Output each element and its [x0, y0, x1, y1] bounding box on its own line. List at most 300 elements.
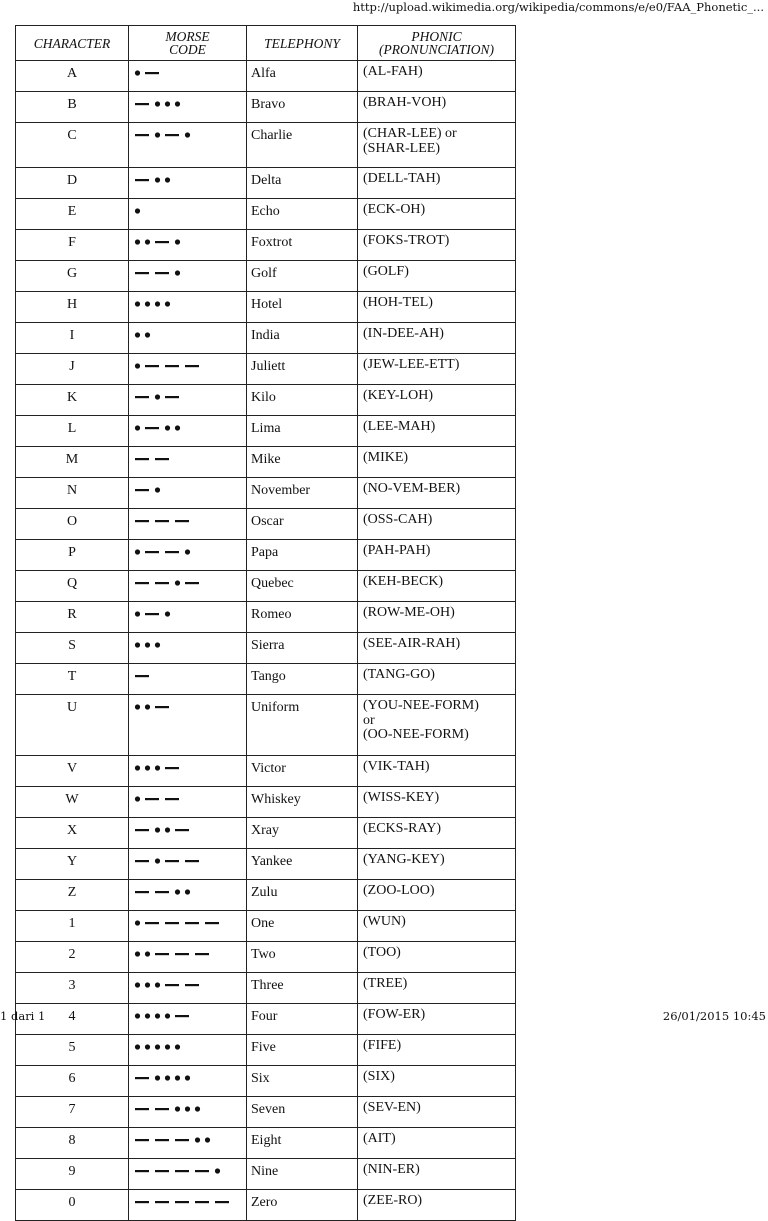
telephony-cell: Eight [247, 1128, 358, 1159]
morse-dot [135, 796, 140, 801]
morse-code-cell [129, 756, 247, 787]
morse-dash [175, 1201, 189, 1203]
morse-dot [175, 1044, 180, 1049]
table-row [16, 1035, 516, 1066]
character-cell: B [16, 92, 129, 123]
morse-dash [175, 1170, 189, 1172]
morse-dash [135, 891, 149, 893]
table-row [16, 695, 516, 756]
table-row [16, 942, 516, 973]
character-cell: 5 [16, 1035, 129, 1066]
morse-dash [135, 829, 149, 831]
morse-dot [135, 1013, 140, 1018]
morse-dot [135, 239, 140, 244]
morse-code-cell [129, 695, 247, 756]
morse-pattern [133, 515, 243, 527]
table-row [16, 92, 516, 123]
morse-dot [185, 889, 190, 894]
table-body [16, 61, 516, 1221]
morse-dot [135, 704, 140, 709]
character-cell: W [16, 787, 129, 818]
table-row [16, 540, 516, 571]
morse-pattern [133, 855, 243, 867]
morse-dot [175, 239, 180, 244]
morse-dot [165, 1044, 170, 1049]
morse-pattern [133, 1041, 243, 1053]
morse-dot [175, 889, 180, 894]
character-cell: X [16, 818, 129, 849]
morse-dash [185, 984, 199, 986]
morse-dash [185, 582, 199, 584]
morse-dot [135, 982, 140, 987]
morse-dash [135, 103, 149, 105]
morse-pattern [133, 917, 243, 929]
character-cell: D [16, 168, 129, 199]
character-cell: G [16, 261, 129, 292]
character-cell: 9 [16, 1159, 129, 1190]
morse-dot [165, 611, 170, 616]
table-row [16, 1159, 516, 1190]
phonic-cell: (ECKS-RAY) [358, 818, 516, 849]
morse-dash [165, 365, 179, 367]
morse-pattern [133, 98, 243, 110]
phonic-cell: (FIFE) [358, 1035, 516, 1066]
phonic-cell: (KEY-LOH) [358, 385, 516, 416]
morse-dash [135, 489, 149, 491]
table-row [16, 478, 516, 509]
morse-dash [185, 860, 199, 862]
morse-dot [135, 70, 140, 75]
morse-dash [145, 551, 159, 553]
table-row [16, 633, 516, 664]
table-row [16, 168, 516, 199]
morse-dot [145, 642, 150, 647]
header-morse-code: MORSE CODE [129, 26, 247, 61]
character-cell: O [16, 509, 129, 540]
character-cell: A [16, 61, 129, 92]
morse-dash [135, 134, 149, 136]
morse-dot [145, 1044, 150, 1049]
morse-dot [155, 177, 160, 182]
telephony-cell: Papa [247, 540, 358, 571]
phonic-cell: (OSS-CAH) [358, 509, 516, 540]
morse-dash [135, 396, 149, 398]
header-phonic: PHONIC (PRONUNCIATION) [358, 26, 516, 61]
morse-dot [195, 1137, 200, 1142]
phonic-cell: (IN-DEE-AH) [358, 323, 516, 354]
morse-pattern [133, 1103, 243, 1115]
morse-pattern [133, 762, 243, 774]
morse-dash [145, 613, 159, 615]
morse-code-cell [129, 123, 247, 168]
table-row [16, 1066, 516, 1097]
morse-dot [185, 1106, 190, 1111]
morse-dash [205, 922, 219, 924]
table-row [16, 571, 516, 602]
phonic-cell: (FOW-ER) [358, 1004, 516, 1035]
telephony-cell: Six [247, 1066, 358, 1097]
morse-dash [165, 396, 179, 398]
morse-dot [145, 301, 150, 306]
character-cell: C [16, 123, 129, 168]
table-row [16, 323, 516, 354]
morse-dot [135, 642, 140, 647]
morse-dot [145, 332, 150, 337]
morse-dash [145, 72, 159, 74]
telephony-cell: Charlie [247, 123, 358, 168]
telephony-cell: Foxtrot [247, 230, 358, 261]
morse-dash [155, 891, 169, 893]
morse-dot [165, 101, 170, 106]
phonic-cell: (NIN-ER) [358, 1159, 516, 1190]
morse-dot [155, 1075, 160, 1080]
telephony-cell: Two [247, 942, 358, 973]
phonic-cell: (LEE-MAH) [358, 416, 516, 447]
table-row [16, 849, 516, 880]
morse-code-cell [129, 416, 247, 447]
morse-dot [175, 580, 180, 585]
phonic-cell: (PAH-PAH) [358, 540, 516, 571]
character-cell: N [16, 478, 129, 509]
morse-dash [135, 458, 149, 460]
telephony-cell: Uniform [247, 695, 358, 756]
character-cell: 3 [16, 973, 129, 1004]
morse-pattern [133, 546, 243, 558]
morse-dot [145, 951, 150, 956]
telephony-cell: Victor [247, 756, 358, 787]
morse-dot [185, 549, 190, 554]
morse-pattern [133, 329, 243, 341]
morse-dash [155, 953, 169, 955]
morse-dot [165, 1013, 170, 1018]
morse-pattern [133, 422, 243, 434]
character-cell: I [16, 323, 129, 354]
morse-dash [165, 922, 179, 924]
morse-code-cell [129, 849, 247, 880]
morse-dot [165, 301, 170, 306]
morse-dash [195, 1201, 209, 1203]
phonic-cell: (ECK-OH) [358, 199, 516, 230]
phonic-cell: (JEW-LEE-ETT) [358, 354, 516, 385]
morse-dot [135, 549, 140, 554]
table-row [16, 1128, 516, 1159]
morse-dot [135, 611, 140, 616]
morse-dot [175, 1075, 180, 1080]
morse-dash [185, 922, 199, 924]
morse-dot [165, 827, 170, 832]
table-row [16, 1097, 516, 1128]
morse-dot [135, 765, 140, 770]
phonic-cell: (FOKS-TROT) [358, 230, 516, 261]
morse-dot [155, 827, 160, 832]
character-cell: M [16, 447, 129, 478]
table-row [16, 880, 516, 911]
morse-code-cell [129, 973, 247, 1004]
morse-dash [175, 1139, 189, 1141]
header-telephony: TELEPHONY [247, 26, 358, 61]
morse-dash [215, 1201, 229, 1203]
morse-dot [155, 394, 160, 399]
telephony-cell: One [247, 911, 358, 942]
phonic-cell: (WUN) [358, 911, 516, 942]
morse-dot [165, 177, 170, 182]
morse-dash [165, 798, 179, 800]
character-cell: 8 [16, 1128, 129, 1159]
morse-dot [215, 1168, 220, 1173]
header-character: CHARACTER [16, 26, 129, 61]
morse-code-cell [129, 1190, 247, 1221]
table-row [16, 354, 516, 385]
morse-code-cell [129, 323, 247, 354]
morse-code-cell [129, 354, 247, 385]
morse-dot [145, 704, 150, 709]
morse-dash [135, 582, 149, 584]
phonic-cell: (AL-FAH) [358, 61, 516, 92]
morse-pattern [133, 129, 243, 141]
morse-dash [155, 1139, 169, 1141]
morse-code-cell [129, 199, 247, 230]
telephony-cell: Zulu [247, 880, 358, 911]
morse-code-cell [129, 61, 247, 92]
morse-dot [135, 208, 140, 213]
morse-pattern [133, 948, 243, 960]
morse-dot [175, 101, 180, 106]
morse-dot [155, 1044, 160, 1049]
morse-code-cell [129, 664, 247, 695]
morse-dash [165, 860, 179, 862]
phonic-cell: (ZEE-RO) [358, 1190, 516, 1221]
morse-code-cell [129, 447, 247, 478]
morse-dash [135, 1108, 149, 1110]
morse-pattern [133, 174, 243, 186]
character-cell: Y [16, 849, 129, 880]
morse-dash [195, 953, 209, 955]
character-cell: 0 [16, 1190, 129, 1221]
telephony-cell: Sierra [247, 633, 358, 664]
table-row [16, 230, 516, 261]
morse-code-cell [129, 92, 247, 123]
morse-dash [195, 1170, 209, 1172]
morse-code-cell [129, 787, 247, 818]
phonic-cell: (GOLF) [358, 261, 516, 292]
table-row [16, 123, 516, 168]
phonic-cell: (TOO) [358, 942, 516, 973]
morse-dot [165, 1075, 170, 1080]
morse-dot [175, 1106, 180, 1111]
table-row [16, 664, 516, 695]
morse-dot [175, 425, 180, 430]
telephony-cell: Romeo [247, 602, 358, 633]
morse-dot [185, 1075, 190, 1080]
character-cell: R [16, 602, 129, 633]
morse-dash [165, 551, 179, 553]
morse-code-cell [129, 540, 247, 571]
morse-dot [155, 765, 160, 770]
morse-dot [195, 1106, 200, 1111]
telephony-cell: Nine [247, 1159, 358, 1190]
character-cell: F [16, 230, 129, 261]
morse-dash [155, 520, 169, 522]
phonic-cell: (TREE) [358, 973, 516, 1004]
print-datetime: 26/01/2015 10:45 [662, 1009, 766, 1023]
character-cell: Z [16, 880, 129, 911]
phonic-cell: (SIX) [358, 1066, 516, 1097]
telephony-cell: Lima [247, 416, 358, 447]
morse-dot [155, 1013, 160, 1018]
morse-code-cell [129, 168, 247, 199]
morse-pattern [133, 484, 243, 496]
morse-dot [145, 239, 150, 244]
telephony-cell: India [247, 323, 358, 354]
morse-dash [135, 1077, 149, 1079]
morse-dot [135, 920, 140, 925]
phonic-cell: (DELL-TAH) [358, 168, 516, 199]
telephony-cell: Seven [247, 1097, 358, 1128]
table-row [16, 199, 516, 230]
morse-dot [155, 858, 160, 863]
morse-code-cell [129, 478, 247, 509]
character-cell: K [16, 385, 129, 416]
morse-dot [135, 332, 140, 337]
phonic-cell: (YANG-KEY) [358, 849, 516, 880]
morse-dash [175, 1015, 189, 1017]
character-cell: H [16, 292, 129, 323]
phonic-cell: (AIT) [358, 1128, 516, 1159]
morse-code-cell [129, 818, 247, 849]
morse-pattern [133, 670, 243, 682]
morse-dash [155, 1201, 169, 1203]
morse-dot [155, 642, 160, 647]
morse-code-cell [129, 509, 247, 540]
morse-pattern [133, 1165, 243, 1177]
morse-code-cell [129, 261, 247, 292]
phonic-cell: (SEV-EN) [358, 1097, 516, 1128]
page-counter: 1 dari 1 [0, 1009, 46, 1023]
telephony-cell: Yankee [247, 849, 358, 880]
morse-dash [145, 365, 159, 367]
morse-dot [135, 951, 140, 956]
telephony-cell: Three [247, 973, 358, 1004]
morse-pattern [133, 1196, 243, 1208]
table-row [16, 911, 516, 942]
character-cell: L [16, 416, 129, 447]
morse-pattern [133, 639, 243, 651]
morse-pattern [133, 205, 243, 217]
morse-pattern [133, 886, 243, 898]
morse-code-cell [129, 385, 247, 416]
character-cell: 1 [16, 911, 129, 942]
table-row [16, 1190, 516, 1221]
morse-dash [165, 984, 179, 986]
phonic-cell: (KEH-BECK) [358, 571, 516, 602]
morse-pattern [133, 1134, 243, 1146]
morse-pattern [133, 67, 243, 79]
phonic-cell: (ZOO-LOO) [358, 880, 516, 911]
morse-code-cell [129, 1128, 247, 1159]
morse-dash [175, 829, 189, 831]
telephony-cell: Quebec [247, 571, 358, 602]
morse-dot [135, 363, 140, 368]
telephony-cell: Whiskey [247, 787, 358, 818]
morse-code-cell [129, 602, 247, 633]
morse-dot [145, 1013, 150, 1018]
morse-dash [165, 767, 179, 769]
table-row [16, 416, 516, 447]
morse-dot [155, 101, 160, 106]
character-cell: 7 [16, 1097, 129, 1128]
table-row [16, 509, 516, 540]
morse-dash [185, 365, 199, 367]
morse-code-cell [129, 1097, 247, 1128]
telephony-cell: November [247, 478, 358, 509]
morse-pattern [133, 577, 243, 589]
telephony-cell: Zero [247, 1190, 358, 1221]
morse-dot [205, 1137, 210, 1142]
table-row [16, 61, 516, 92]
table-header-row [16, 26, 516, 61]
morse-code-cell [129, 942, 247, 973]
morse-dash [145, 922, 159, 924]
character-cell: P [16, 540, 129, 571]
telephony-cell: Juliett [247, 354, 358, 385]
morse-dash [145, 427, 159, 429]
morse-dot [155, 132, 160, 137]
morse-dot [165, 425, 170, 430]
telephony-cell: Echo [247, 199, 358, 230]
phonic-cell: (BRAH-VOH) [358, 92, 516, 123]
morse-dash [165, 134, 179, 136]
telephony-cell: Kilo [247, 385, 358, 416]
table-row [16, 447, 516, 478]
page-url: http://upload.wikimedia.org/wikipedia/commons/e/e0/FAA_Phonetic_... [352, 0, 764, 14]
morse-dash [155, 1108, 169, 1110]
telephony-cell: Hotel [247, 292, 358, 323]
morse-dash [135, 675, 149, 677]
character-cell: V [16, 756, 129, 787]
phonic-cell: (CHAR-LEE) or (SHAR-LEE) [358, 123, 516, 168]
morse-pattern [133, 236, 243, 248]
morse-pattern [133, 453, 243, 465]
character-cell: S [16, 633, 129, 664]
morse-pattern [133, 1072, 243, 1084]
telephony-cell: Oscar [247, 509, 358, 540]
phonic-cell: (SEE-AIR-RAH) [358, 633, 516, 664]
morse-dash [145, 798, 159, 800]
phonic-cell: (YOU-NEE-FORM) or (OO-NEE-FORM) [358, 695, 516, 756]
morse-code-cell [129, 1159, 247, 1190]
character-cell: 6 [16, 1066, 129, 1097]
morse-pattern [133, 360, 243, 372]
telephony-cell: Xray [247, 818, 358, 849]
character-cell: T [16, 664, 129, 695]
morse-dash [175, 520, 189, 522]
table-row [16, 973, 516, 1004]
morse-dash [135, 520, 149, 522]
morse-dot [135, 425, 140, 430]
character-cell: 4 [16, 1004, 129, 1035]
morse-code-cell [129, 1035, 247, 1066]
telephony-cell: Four [247, 1004, 358, 1035]
phonic-cell: (TANG-GO) [358, 664, 516, 695]
morse-dash [155, 272, 169, 274]
morse-pattern [133, 701, 243, 713]
morse-dash [135, 179, 149, 181]
morse-pattern [133, 793, 243, 805]
telephony-cell: Mike [247, 447, 358, 478]
morse-pattern [133, 391, 243, 403]
telephony-cell: Five [247, 1035, 358, 1066]
table-row [16, 292, 516, 323]
